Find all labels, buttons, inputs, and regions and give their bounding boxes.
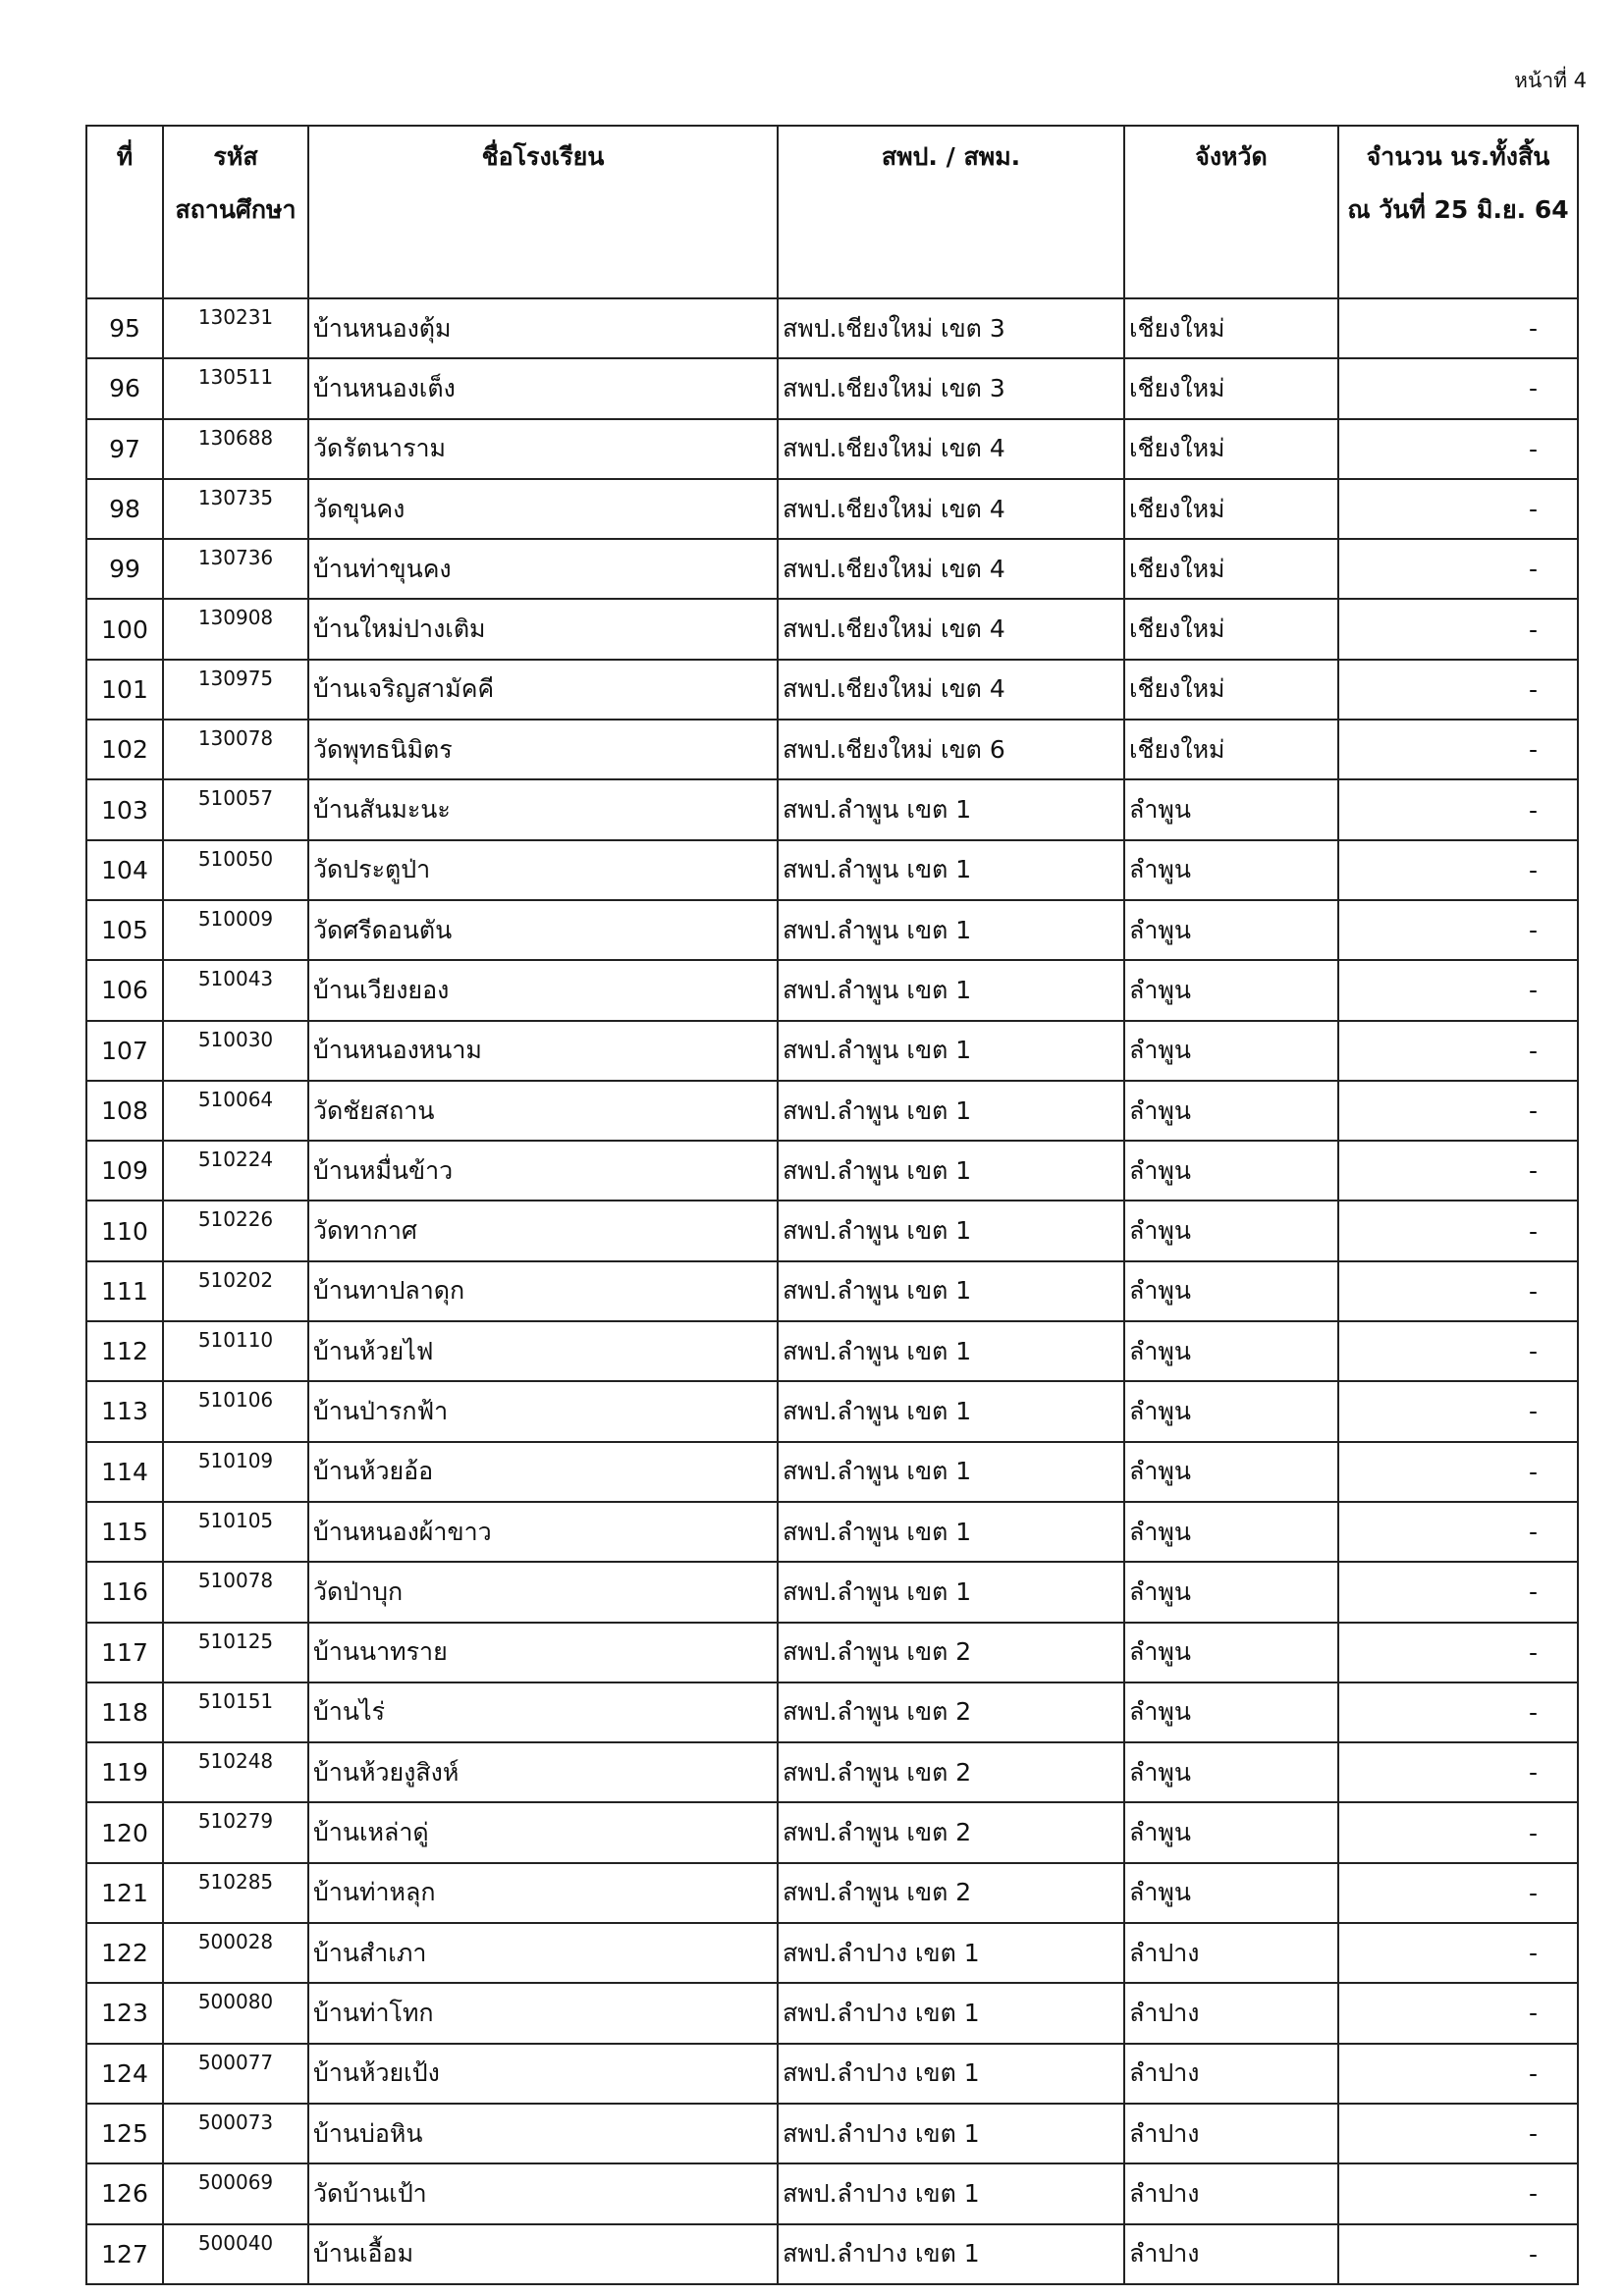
table-row	[86, 2224, 1578, 2284]
cell-no: 108	[86, 1081, 163, 1141]
cell-province: ลำพูน	[1124, 779, 1338, 839]
cell-school-name: บ้านสันมะนะ	[308, 779, 778, 839]
cell-student-count: -	[1338, 2163, 1578, 2223]
school-table	[85, 125, 1579, 2285]
table-row	[86, 779, 1578, 839]
cell-school-name: บ้านนาทราย	[308, 1623, 778, 1682]
cell-province: ลำพูน	[1124, 1742, 1338, 1802]
cell-province: เชียงใหม่	[1124, 298, 1338, 358]
cell-office: สพป.ลำพูน เขต 1	[778, 1261, 1124, 1321]
cell-school-name: วัดขุนคง	[308, 479, 778, 539]
cell-school-name: บ้านห้วยอ้อ	[308, 1442, 778, 1502]
cell-school-name: บ้านเอื้อม	[308, 2224, 778, 2284]
cell-school-name: บ้านหนองตุ้ม	[308, 298, 778, 358]
cell-school-name: วัดชัยสถาน	[308, 1081, 778, 1141]
cell-no: 107	[86, 1021, 163, 1081]
cell-school-name: วัดประตูป่า	[308, 840, 778, 900]
cell-school-name: บ้านท่าขุนคง	[308, 539, 778, 599]
cell-student-count: -	[1338, 1381, 1578, 1441]
cell-school-code: 130231	[163, 298, 308, 358]
cell-student-count: -	[1338, 779, 1578, 839]
cell-student-count: -	[1338, 1502, 1578, 1562]
cell-school-code: 510009	[163, 900, 308, 960]
cell-student-count: -	[1338, 1081, 1578, 1141]
cell-province: ลำพูน	[1124, 1623, 1338, 1682]
cell-province: ลำปาง	[1124, 2163, 1338, 2223]
cell-school-code: 500028	[163, 1923, 308, 1983]
cell-student-count: -	[1338, 599, 1578, 659]
cell-no: 99	[86, 539, 163, 599]
cell-school-code: 510043	[163, 960, 308, 1020]
cell-province: เชียงใหม่	[1124, 599, 1338, 659]
cell-office: สพป.ลำพูน เขต 1	[778, 960, 1124, 1020]
table-row	[86, 960, 1578, 1020]
cell-school-code: 510030	[163, 1021, 308, 1081]
cell-office: สพป.ลำพูน เขต 1	[778, 1442, 1124, 1502]
cell-no: 106	[86, 960, 163, 1020]
cell-province: ลำพูน	[1124, 1381, 1338, 1441]
cell-school-code: 510064	[163, 1081, 308, 1141]
cell-student-count: -	[1338, 2104, 1578, 2163]
cell-province: ลำพูน	[1124, 1502, 1338, 1562]
cell-office: สพป.ลำพูน เขต 2	[778, 1682, 1124, 1742]
header-code-line2: สถานศึกษา	[175, 195, 297, 224]
cell-school-name: บ้านเวียงยอง	[308, 960, 778, 1020]
cell-school-code: 510248	[163, 1742, 308, 1802]
table-row	[86, 1923, 1578, 1983]
cell-school-name: บ้านเจริญสามัคคี	[308, 660, 778, 720]
cell-school-name: วัดทากาศ	[308, 1201, 778, 1260]
cell-office: สพป.ลำปาง เขต 1	[778, 2104, 1124, 2163]
cell-school-code: 500040	[163, 2224, 308, 2284]
cell-school-name: บ้านทาปลาดุก	[308, 1261, 778, 1321]
cell-office: สพป.ลำพูน เขต 1	[778, 1201, 1124, 1260]
cell-province: ลำพูน	[1124, 1021, 1338, 1081]
cell-office: สพป.ลำปาง เขต 1	[778, 1923, 1124, 1983]
header-code-line1: รหัส	[213, 142, 258, 171]
cell-province: ลำพูน	[1124, 840, 1338, 900]
cell-office: สพป.ลำพูน เขต 2	[778, 1863, 1124, 1923]
cell-province: ลำพูน	[1124, 1201, 1338, 1260]
cell-province: ลำปาง	[1124, 2044, 1338, 2104]
table-row	[86, 1081, 1578, 1141]
cell-student-count: -	[1338, 1802, 1578, 1862]
cell-province: เชียงใหม่	[1124, 479, 1338, 539]
cell-student-count: -	[1338, 1141, 1578, 1201]
cell-school-code: 130078	[163, 720, 308, 779]
cell-province: ลำพูน	[1124, 1442, 1338, 1502]
cell-school-name: บ้านห้วยไฟ	[308, 1321, 778, 1381]
cell-student-count: -	[1338, 1682, 1578, 1742]
cell-school-name: บ้านป่ารกฟ้า	[308, 1381, 778, 1441]
cell-school-name: บ้านบ่อหิน	[308, 2104, 778, 2163]
cell-office: สพป.เชียงใหม่ เขต 3	[778, 298, 1124, 358]
cell-school-code: 500073	[163, 2104, 308, 2163]
table-row	[86, 2163, 1578, 2223]
cell-school-name: บ้านหนองผ้าขาว	[308, 1502, 778, 1562]
header-province: จังหวัด	[1124, 126, 1338, 298]
cell-student-count: -	[1338, 1442, 1578, 1502]
cell-school-name: วัดป่าบุก	[308, 1562, 778, 1622]
cell-student-count: -	[1338, 1562, 1578, 1622]
page-number: หน้าที่ 4	[1514, 69, 1587, 92]
cell-school-code: 510202	[163, 1261, 308, 1321]
cell-office: สพป.ลำพูน เขต 1	[778, 900, 1124, 960]
cell-school-code: 510125	[163, 1623, 308, 1682]
table-header-row	[86, 126, 1578, 298]
cell-school-name: บ้านหมื่นข้าว	[308, 1141, 778, 1201]
cell-no: 98	[86, 479, 163, 539]
cell-student-count: -	[1338, 1623, 1578, 1682]
cell-province: ลำพูน	[1124, 1863, 1338, 1923]
cell-student-count: -	[1338, 1742, 1578, 1802]
table-row	[86, 1983, 1578, 2043]
table-row	[86, 1021, 1578, 1081]
table-row	[86, 479, 1578, 539]
cell-office: สพป.เชียงใหม่ เขต 3	[778, 358, 1124, 418]
cell-student-count: -	[1338, 1201, 1578, 1260]
table-body	[86, 298, 1578, 2284]
table-row	[86, 539, 1578, 599]
cell-student-count: -	[1338, 298, 1578, 358]
cell-no: 103	[86, 779, 163, 839]
table-row	[86, 1742, 1578, 1802]
cell-school-name: วัดพุทธนิมิตร	[308, 720, 778, 779]
cell-no: 116	[86, 1562, 163, 1622]
cell-office: สพป.ลำพูน เขต 2	[778, 1623, 1124, 1682]
cell-school-code: 510106	[163, 1381, 308, 1441]
cell-no: 117	[86, 1623, 163, 1682]
cell-school-name: บ้านห้วยงูสิงห์	[308, 1742, 778, 1802]
cell-school-code: 500080	[163, 1983, 308, 2043]
cell-office: สพป.ลำพูน เขต 1	[778, 779, 1124, 839]
cell-student-count: -	[1338, 900, 1578, 960]
cell-office: สพป.ลำพูน เขต 1	[778, 1381, 1124, 1441]
header-no: ที่	[86, 126, 163, 298]
cell-student-count: -	[1338, 1983, 1578, 2043]
cell-province: เชียงใหม่	[1124, 539, 1338, 599]
cell-province: ลำพูน	[1124, 900, 1338, 960]
cell-no: 96	[86, 358, 163, 418]
cell-no: 127	[86, 2224, 163, 2284]
table-row	[86, 1381, 1578, 1441]
cell-office: สพป.เชียงใหม่ เขต 6	[778, 720, 1124, 779]
table-row	[86, 720, 1578, 779]
cell-school-name: วัดบ้านเป้า	[308, 2163, 778, 2223]
cell-school-name: บ้านหนองหนาม	[308, 1021, 778, 1081]
cell-school-code: 510057	[163, 779, 308, 839]
cell-office: สพป.ลำปาง เขต 1	[778, 1983, 1124, 2043]
cell-student-count: -	[1338, 419, 1578, 479]
cell-school-code: 130736	[163, 539, 308, 599]
cell-no: 109	[86, 1141, 163, 1201]
cell-student-count: -	[1338, 479, 1578, 539]
cell-no: 122	[86, 1923, 163, 1983]
header-school-name: ชื่อโรงเรียน	[308, 126, 778, 298]
cell-student-count: -	[1338, 1923, 1578, 1983]
cell-no: 101	[86, 660, 163, 720]
cell-school-code: 510279	[163, 1802, 308, 1862]
cell-student-count: -	[1338, 358, 1578, 418]
cell-school-code: 510105	[163, 1502, 308, 1562]
cell-student-count: -	[1338, 660, 1578, 720]
cell-school-code: 500069	[163, 2163, 308, 2223]
cell-no: 121	[86, 1863, 163, 1923]
table-row	[86, 358, 1578, 418]
cell-school-code: 510226	[163, 1201, 308, 1260]
cell-no: 111	[86, 1261, 163, 1321]
cell-no: 95	[86, 298, 163, 358]
table-row	[86, 2104, 1578, 2163]
cell-no: 125	[86, 2104, 163, 2163]
cell-school-code: 130735	[163, 479, 308, 539]
cell-no: 123	[86, 1983, 163, 2043]
cell-student-count: -	[1338, 1321, 1578, 1381]
cell-office: สพป.ลำพูน เขต 1	[778, 1081, 1124, 1141]
cell-province: เชียงใหม่	[1124, 660, 1338, 720]
header-student-count	[1338, 126, 1578, 298]
cell-no: 112	[86, 1321, 163, 1381]
cell-province: ลำปาง	[1124, 1923, 1338, 1983]
cell-province: ลำพูน	[1124, 1321, 1338, 1381]
cell-school-name: บ้านไร่	[308, 1682, 778, 1742]
cell-school-name: บ้านท่าโทก	[308, 1983, 778, 2043]
cell-province: ลำพูน	[1124, 1081, 1338, 1141]
cell-no: 126	[86, 2163, 163, 2223]
cell-school-name: บ้านเหล่าดู่	[308, 1802, 778, 1862]
table-row	[86, 1863, 1578, 1923]
cell-office: สพป.เชียงใหม่ เขต 4	[778, 419, 1124, 479]
cell-school-name: วัดรัตนาราม	[308, 419, 778, 479]
cell-student-count: -	[1338, 720, 1578, 779]
cell-office: สพป.ลำปาง เขต 1	[778, 2163, 1124, 2223]
table-row	[86, 1261, 1578, 1321]
header-count-line1: จำนวน นร.ทั้งสิ้น	[1366, 142, 1550, 171]
cell-student-count: -	[1338, 840, 1578, 900]
cell-province: ลำพูน	[1124, 1141, 1338, 1201]
table-row	[86, 599, 1578, 659]
cell-school-name: บ้านใหม่ปางเติม	[308, 599, 778, 659]
cell-no: 100	[86, 599, 163, 659]
cell-school-name: บ้านท่าหลุก	[308, 1863, 778, 1923]
cell-office: สพป.เชียงใหม่ เขต 4	[778, 660, 1124, 720]
table-row	[86, 1623, 1578, 1682]
table-row	[86, 1321, 1578, 1381]
table-row	[86, 1442, 1578, 1502]
cell-no: 113	[86, 1381, 163, 1441]
cell-province: ลำพูน	[1124, 1261, 1338, 1321]
cell-office: สพป.ลำพูน เขต 1	[778, 1141, 1124, 1201]
cell-province: เชียงใหม่	[1124, 358, 1338, 418]
cell-office: สพป.ลำพูน เขต 2	[778, 1802, 1124, 1862]
table-row	[86, 2044, 1578, 2104]
cell-school-code: 510285	[163, 1863, 308, 1923]
cell-no: 115	[86, 1502, 163, 1562]
cell-province: ลำพูน	[1124, 1682, 1338, 1742]
cell-school-code: 510110	[163, 1321, 308, 1381]
cell-student-count: -	[1338, 1021, 1578, 1081]
cell-school-name: บ้านห้วยเป้ง	[308, 2044, 778, 2104]
cell-school-name: บ้านหนองเต็ง	[308, 358, 778, 418]
cell-office: สพป.ลำพูน เขต 1	[778, 1021, 1124, 1081]
table-row	[86, 1682, 1578, 1742]
cell-office: สพป.ลำปาง เขต 1	[778, 2224, 1124, 2284]
table-row	[86, 1141, 1578, 1201]
cell-province: ลำพูน	[1124, 1562, 1338, 1622]
cell-province: ลำพูน	[1124, 960, 1338, 1020]
cell-province: ลำปาง	[1124, 2224, 1338, 2284]
table-row	[86, 1502, 1578, 1562]
cell-office: สพป.ลำพูน เขต 1	[778, 1321, 1124, 1381]
cell-no: 102	[86, 720, 163, 779]
cell-office: สพป.เชียงใหม่ เขต 4	[778, 479, 1124, 539]
table-row	[86, 1802, 1578, 1862]
cell-student-count: -	[1338, 2044, 1578, 2104]
cell-school-name: บ้านสำเภา	[308, 1923, 778, 1983]
cell-office: สพป.เชียงใหม่ เขต 4	[778, 539, 1124, 599]
table-row	[86, 840, 1578, 900]
cell-province: เชียงใหม่	[1124, 419, 1338, 479]
table-row	[86, 1201, 1578, 1260]
cell-school-code: 510078	[163, 1562, 308, 1622]
cell-student-count: -	[1338, 2224, 1578, 2284]
cell-office: สพป.ลำพูน เขต 1	[778, 1562, 1124, 1622]
cell-no: 118	[86, 1682, 163, 1742]
cell-school-code: 130975	[163, 660, 308, 720]
cell-school-code: 510109	[163, 1442, 308, 1502]
cell-student-count: -	[1338, 539, 1578, 599]
header-office: สพป. / สพม.	[778, 126, 1124, 298]
cell-no: 119	[86, 1742, 163, 1802]
cell-province: ลำพูน	[1124, 1802, 1338, 1862]
header-code	[163, 126, 308, 298]
cell-no: 105	[86, 900, 163, 960]
cell-school-code: 510050	[163, 840, 308, 900]
cell-no: 104	[86, 840, 163, 900]
cell-office: สพป.ลำพูน เขต 2	[778, 1742, 1124, 1802]
cell-no: 120	[86, 1802, 163, 1862]
cell-office: สพป.ลำพูน เขต 1	[778, 840, 1124, 900]
cell-student-count: -	[1338, 1863, 1578, 1923]
cell-student-count: -	[1338, 1261, 1578, 1321]
cell-student-count: -	[1338, 960, 1578, 1020]
cell-no: 124	[86, 2044, 163, 2104]
cell-office: สพป.เชียงใหม่ เขต 4	[778, 599, 1124, 659]
cell-school-code: 130511	[163, 358, 308, 418]
cell-school-name: วัดศรีดอนตัน	[308, 900, 778, 960]
cell-province: เชียงใหม่	[1124, 720, 1338, 779]
table-row	[86, 298, 1578, 358]
cell-school-code: 130908	[163, 599, 308, 659]
cell-school-code: 510151	[163, 1682, 308, 1742]
cell-no: 97	[86, 419, 163, 479]
table-row	[86, 419, 1578, 479]
cell-province: ลำปาง	[1124, 2104, 1338, 2163]
cell-office: สพป.ลำปาง เขต 1	[778, 2044, 1124, 2104]
cell-school-code: 130688	[163, 419, 308, 479]
table-row	[86, 660, 1578, 720]
cell-no: 114	[86, 1442, 163, 1502]
table-row	[86, 900, 1578, 960]
cell-no: 110	[86, 1201, 163, 1260]
cell-school-code: 510224	[163, 1141, 308, 1201]
table-row	[86, 1562, 1578, 1622]
cell-province: ลำปาง	[1124, 1983, 1338, 2043]
header-count-line2: ณ วันที่ 25 มิ.ย. 64	[1347, 195, 1569, 224]
cell-office: สพป.ลำพูน เขต 1	[778, 1502, 1124, 1562]
cell-school-code: 500077	[163, 2044, 308, 2104]
